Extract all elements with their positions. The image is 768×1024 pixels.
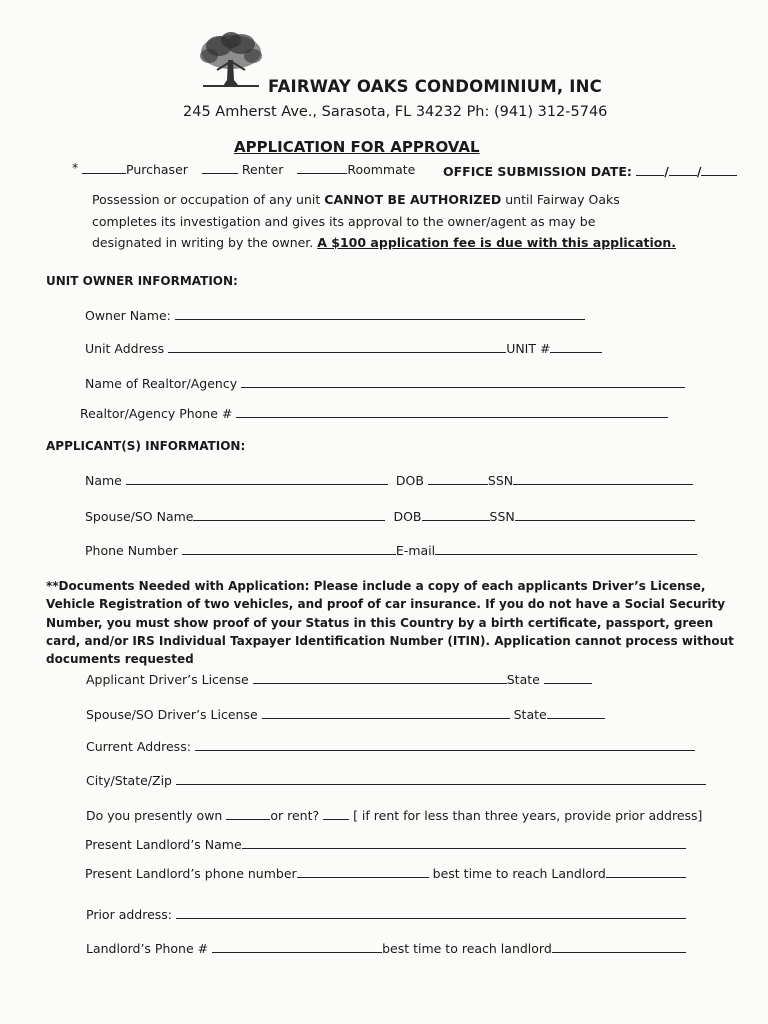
rent-note: [ if rent for less than three years, provide prior address] — [353, 808, 703, 823]
intro-line-1: Possession or occupation of any unit CANNOT BE AUTHORIZED until Fairway Oaks — [92, 192, 620, 207]
spouse-ssn-label: SSN — [489, 509, 515, 524]
spouse-name-field[interactable] — [193, 509, 385, 521]
realtor-label: Name of Realtor/Agency — [85, 376, 238, 391]
applicant-heading: APPLICANT(S) INFORMATION: — [46, 439, 246, 453]
unit-owner-heading: UNIT OWNER INFORMATION: — [46, 274, 238, 288]
state-label: State — [506, 672, 540, 687]
date-month-field[interactable] — [636, 164, 664, 176]
realtor-phone-field[interactable] — [236, 406, 668, 418]
own-field[interactable] — [226, 808, 270, 820]
landlord-phone-label: Present Landlord’s phone number — [85, 866, 297, 881]
date-day-field[interactable] — [669, 164, 697, 176]
prior-address-field[interactable] — [176, 907, 686, 919]
ssn-label: SSN — [487, 473, 514, 488]
prior-address-label: Prior address: — [86, 907, 173, 922]
phone-field[interactable] — [182, 543, 396, 555]
prior-landlord-phone-label: Landlord’s Phone # — [86, 941, 209, 956]
ssn-field[interactable] — [513, 473, 693, 485]
office-date-label: OFFICE SUBMISSION DATE: — [443, 164, 632, 179]
intro-line-2: completes its investigation and gives its approval to the owner/agent as may be — [92, 214, 596, 229]
spouse-dob-label: DOB — [393, 509, 422, 524]
applicant-name-label: Name — [85, 473, 122, 488]
unit-address-label: Unit Address — [85, 341, 165, 356]
state-field[interactable] — [544, 672, 592, 684]
prior-landlord-phone-field[interactable] — [212, 941, 382, 953]
org-name: FAIRWAY OAKS CONDOMINIUM, INC — [268, 77, 602, 96]
date-year-field[interactable] — [701, 164, 737, 176]
unit-number-label: UNIT # — [506, 341, 551, 356]
best-time-lower-label: best time to reach landlord — [382, 941, 552, 956]
realtor-field[interactable] — [241, 376, 685, 388]
city-state-zip-label: City/State/Zip — [86, 773, 172, 788]
email-field[interactable] — [435, 543, 697, 555]
rent-label: or rent? — [270, 808, 320, 823]
landlord-name-field[interactable] — [242, 837, 686, 849]
landlord-phone-field[interactable] — [297, 866, 429, 878]
dob-field[interactable] — [428, 473, 488, 485]
driver-license-label: Applicant Driver’s License — [86, 672, 249, 687]
owner-name-field[interactable] — [175, 308, 585, 320]
purchaser-label: Purchaser — [126, 162, 188, 177]
spouse-dob-field[interactable] — [422, 509, 490, 521]
spouse-state-label: State — [513, 707, 547, 722]
own-label: Do you presently own — [86, 808, 223, 823]
landlord-name-label: Present Landlord’s Name — [85, 837, 242, 852]
dob-label: DOB — [395, 473, 424, 488]
owner-name-label: Owner Name: — [85, 308, 171, 323]
rent-field[interactable] — [323, 808, 349, 820]
form-title: APPLICATION FOR APPROVAL — [234, 138, 480, 156]
driver-license-field[interactable] — [253, 672, 507, 684]
applicant-name-field[interactable] — [126, 473, 388, 485]
unit-address-field[interactable] — [168, 341, 506, 353]
best-time-field[interactable] — [606, 866, 686, 878]
phone-label: Phone Number — [85, 543, 178, 558]
org-address: 245 Amherst Ave., Sarasota, FL 34232 Ph: (941) 312-5746 — [183, 104, 608, 120]
purchaser-blank[interactable] — [82, 162, 126, 174]
spouse-name-label: Spouse/SO Name — [85, 509, 194, 524]
renter-blank[interactable] — [202, 162, 238, 174]
unit-number-field[interactable] — [550, 341, 602, 353]
realtor-phone-label: Realtor/Agency Phone # — [80, 406, 233, 421]
intro-line-3: designated in writing by the owner. A $100 application fee is due with this application. — [92, 235, 677, 250]
spouse-ssn-field[interactable] — [515, 509, 695, 521]
city-state-zip-field[interactable] — [176, 773, 706, 785]
documents-notice: **Documents Needed with Application: Please include a copy of each applicants Driver’s License, Vehicle Registration of two vehicles, and proof of car insurance. If you do not have a Social Security Number, you must show proof of your Status in this Country by a birth certificate, passport, green card, and/or IRS Individual Taxpayer Identification Number (ITIN). Application cannot process without documents requested — [46, 579, 734, 667]
best-time-label: best time to reach Landlord — [432, 866, 606, 881]
roommate-label: Roommate — [347, 162, 416, 177]
best-time-lower-field[interactable] — [552, 941, 686, 953]
renter-label: Renter — [241, 162, 284, 177]
asterisk: * — [72, 160, 79, 175]
current-address-label: Current Address: — [86, 739, 191, 754]
oak-tree-logo — [197, 30, 265, 90]
spouse-state-field[interactable] — [547, 707, 605, 719]
roommate-blank[interactable] — [297, 162, 347, 174]
email-label: E-mail — [395, 543, 436, 558]
current-address-field[interactable] — [195, 739, 695, 751]
spouse-license-field[interactable] — [262, 707, 510, 719]
spouse-license-label: Spouse/SO Driver’s License — [86, 707, 258, 722]
